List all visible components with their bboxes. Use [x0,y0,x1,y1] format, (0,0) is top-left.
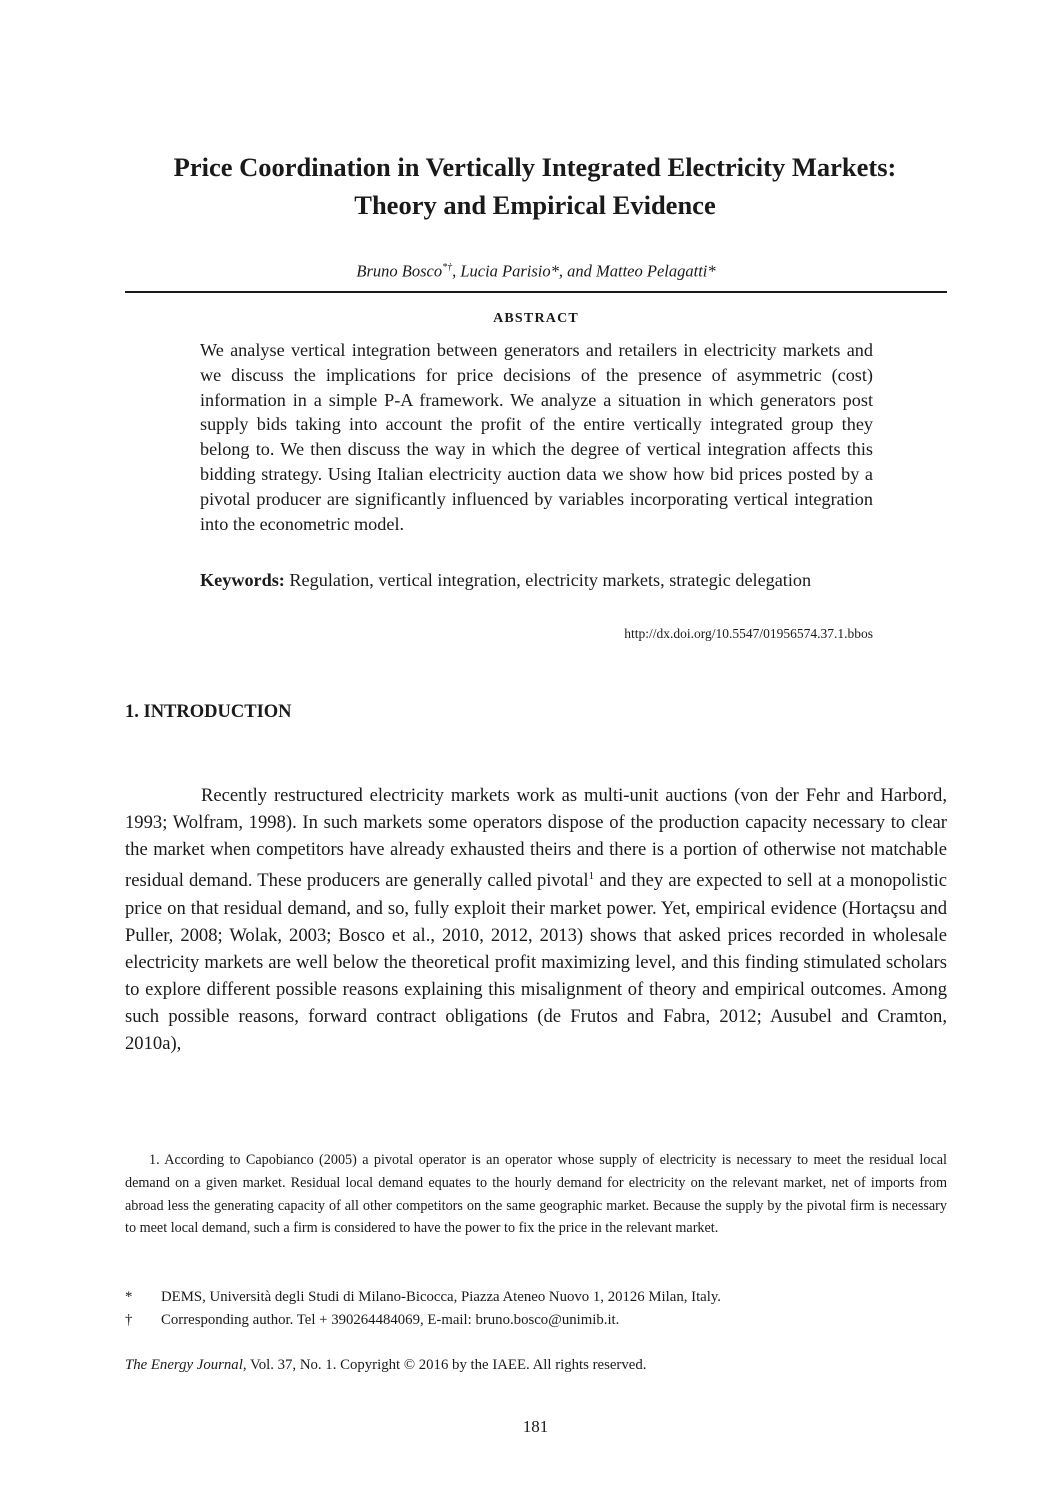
page-number: 181 [522,1417,549,1436]
body-paragraph [125,782,947,1057]
doi-link[interactable]: http://dx.doi.org/10.5547/01956574.37.1.bbos [624,626,873,641]
author-separator: , and [558,261,597,281]
author-separator: , [452,261,461,281]
paragraph-text: and they are expected to sell at a monopolistic price on that residual demand, and so, fully exploit their market power. Yet, empirical evidence (Hortaçsu and Puller, 2008; Wolak, 2003; Bosco et al., 2010, 2012, 2013) shows that asked prices recorded in wholesale electricity markets are well below the theoretical profit maximizing level, and this finding stimulated scholars to explore different possible reasons explaining this misalignment of theory and empirical outcomes. Among such possible reasons, forward contract obligations (de Frutos and Fabra, 2012; Ausubel and Cramton, 2010a), [125,870,947,1055]
keywords-list: Regulation, vertical integration, electricity markets, strategic delegation [284,570,812,590]
footnote-reference[interactable]: 1 [588,870,595,883]
author-name: Lucia Parisio* [460,261,559,281]
title-line-1: Price Coordination in Vertically Integrated Electricity Markets: [173,152,897,182]
abstract-heading: ABSTRACT [493,311,579,326]
title-line-2: Theory and Empirical Evidence [354,190,716,220]
header-divider [125,291,947,293]
paragraph-text: Recently restructured electricity markets work as multi-unit auctions (von der Fehr and Harbord, 1993; Wolfram, 1998). In such markets some operators dispose of the production capacity necessary to clear the market when competitors have already exhausted theirs and there is a portion of otherwise not matchable residual demand. These producers are generally called pivotal [125,785,947,892]
author-list [125,257,947,283]
keywords [200,568,873,593]
affiliation-mark: * [125,1289,133,1305]
paper-title [100,148,970,224]
affiliation-text: Corresponding author. Tel + 390264484069, E-mail: bruno.bosco@unimib.it. [161,1312,620,1328]
keywords-label: Keywords: [200,570,285,590]
copyright-text: , Vol. 37, No. 1. Copyright © 2016 by the IAEE. All rights reserved. [242,1357,647,1373]
section-heading: 1. INTRODUCTION [125,702,292,722]
footnote: 1. According to Capobianco (2005) a pivotal operator is an operator whose supply of electricity is necessary to meet the residual local demand on a given market. Residual local demand equates to the hourly demand for electricity on the relevant market, net of imports from abroad less the generating capacity of all other competitors on the same geographic market. Because the supply by the pivotal firm is necessary to meet local demand, such a firm is considered to have the power to fix the price in the relevant market. [125,1152,947,1237]
journal-name: The Energy Journal [125,1357,243,1373]
copyright-line [125,1355,947,1375]
affiliation-text: DEMS, Università degli Studi di Milano-Bicocca, Piazza Ateneo Nuovo 1, 20126 Milan, Italy. [161,1289,721,1305]
author-name: Bruno Bosco [356,261,443,281]
author-marks: *† [442,262,453,273]
author-name: Matteo Pelagatti* [596,261,716,281]
abstract-text: We analyse vertical integration between generators and retailers in electricity markets and we discuss the implications for price decisions of the presence of asymmetric (cost) information in a simple P-A framework. We analyze a situation in which generators post supply bids taking into account the profit of the entire vertically integrated group they belong to. We then discuss the way in which the degree of vertical integration affects this bidding strategy. Using Italian electricity auction data we show how bid prices posted by a pivotal producer are significantly influenced by variables incorporating vertical integration into the econometric model. [200,340,873,534]
affiliation-mark: † [125,1312,133,1328]
